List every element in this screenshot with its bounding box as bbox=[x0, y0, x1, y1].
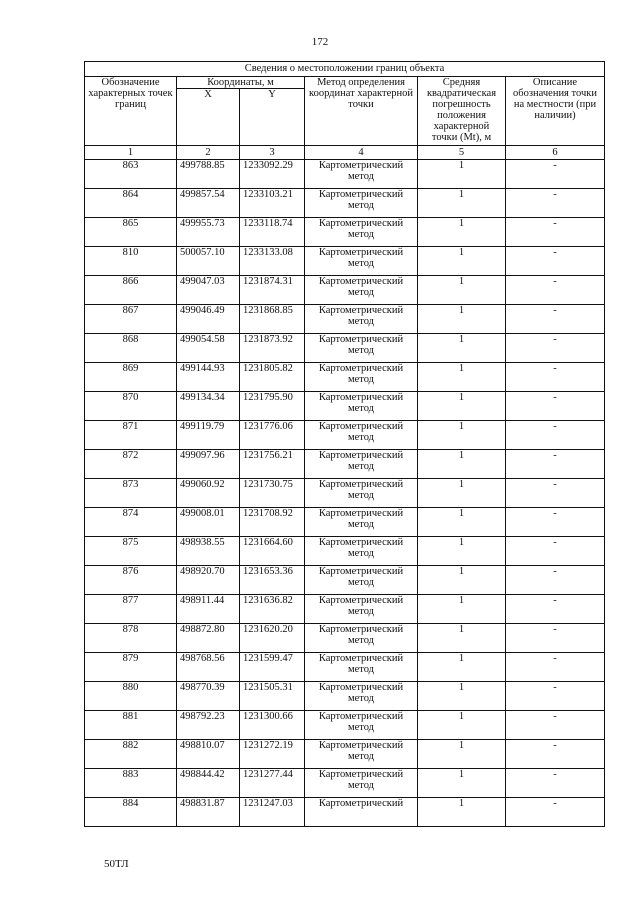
accuracy-cell: 1 bbox=[418, 508, 506, 537]
table-row bbox=[85, 537, 605, 566]
description-cell: - bbox=[506, 537, 605, 566]
description-cell: - bbox=[506, 450, 605, 479]
x-cell: 499047.03 bbox=[177, 276, 240, 305]
point-cell: 876 bbox=[85, 566, 177, 595]
method-cell: Картометрический метод bbox=[305, 653, 418, 682]
method-cell: Картометрический метод bbox=[305, 276, 418, 305]
method-cell: Картометрический метод bbox=[305, 537, 418, 566]
boundary-table bbox=[84, 61, 605, 827]
table-row bbox=[85, 160, 605, 189]
method-cell: Картометрический метод bbox=[305, 392, 418, 421]
x-cell: 499955.73 bbox=[177, 218, 240, 247]
accuracy-cell: 1 bbox=[418, 798, 506, 827]
table-row bbox=[85, 247, 605, 276]
y-cell: 1233103.21 bbox=[240, 189, 305, 218]
x-cell: 499097.96 bbox=[177, 450, 240, 479]
x-cell: 499054.58 bbox=[177, 334, 240, 363]
point-cell: 880 bbox=[85, 682, 177, 711]
method-cell: Картометрический метод bbox=[305, 595, 418, 624]
table-row bbox=[85, 682, 605, 711]
table-row bbox=[85, 450, 605, 479]
x-cell: 499788.85 bbox=[177, 160, 240, 189]
point-cell: 884 bbox=[85, 798, 177, 827]
method-cell: Картометрический метод bbox=[305, 305, 418, 334]
table-row bbox=[85, 798, 605, 827]
accuracy-cell: 1 bbox=[418, 653, 506, 682]
table-row bbox=[85, 769, 605, 798]
footer-code: 50ТЛ bbox=[104, 858, 129, 870]
table-row bbox=[85, 218, 605, 247]
header-accuracy: Средняя квадратическая погрешность положения характерной точки (Mt), м bbox=[418, 77, 506, 146]
table-row bbox=[85, 305, 605, 334]
table-row bbox=[85, 334, 605, 363]
y-cell: 1231599.47 bbox=[240, 653, 305, 682]
table-row bbox=[85, 392, 605, 421]
method-cell: Картометрический метод bbox=[305, 160, 418, 189]
table-row bbox=[85, 421, 605, 450]
method-cell: Картометрический метод bbox=[305, 508, 418, 537]
table-body bbox=[85, 160, 605, 827]
accuracy-cell: 1 bbox=[418, 421, 506, 450]
description-cell: - bbox=[506, 711, 605, 740]
x-cell: 499134.34 bbox=[177, 392, 240, 421]
accuracy-cell: 1 bbox=[418, 479, 506, 508]
method-cell: Картометрический bbox=[305, 798, 418, 827]
description-cell: - bbox=[506, 769, 605, 798]
header-method: Метод определения координат характерной точки bbox=[305, 77, 418, 146]
description-cell: - bbox=[506, 595, 605, 624]
description-cell: - bbox=[506, 653, 605, 682]
y-cell: 1231272.19 bbox=[240, 740, 305, 769]
accuracy-cell: 1 bbox=[418, 334, 506, 363]
table-title: Сведения о местоположении границ объекта bbox=[85, 62, 605, 77]
y-cell: 1231505.31 bbox=[240, 682, 305, 711]
point-cell: 875 bbox=[85, 537, 177, 566]
x-cell: 499144.93 bbox=[177, 363, 240, 392]
method-cell: Картометрический метод bbox=[305, 450, 418, 479]
column-number: 2 bbox=[177, 146, 240, 160]
accuracy-cell: 1 bbox=[418, 682, 506, 711]
accuracy-cell: 1 bbox=[418, 740, 506, 769]
description-cell: - bbox=[506, 334, 605, 363]
y-cell: 1231868.85 bbox=[240, 305, 305, 334]
table-row bbox=[85, 711, 605, 740]
x-cell: 499119.79 bbox=[177, 421, 240, 450]
point-cell: 882 bbox=[85, 740, 177, 769]
x-cell: 498911.44 bbox=[177, 595, 240, 624]
accuracy-cell: 1 bbox=[418, 247, 506, 276]
x-cell: 499060.92 bbox=[177, 479, 240, 508]
description-cell: - bbox=[506, 218, 605, 247]
description-cell: - bbox=[506, 305, 605, 334]
method-cell: Картометрический метод bbox=[305, 363, 418, 392]
column-number: 4 bbox=[305, 146, 418, 160]
accuracy-cell: 1 bbox=[418, 711, 506, 740]
x-cell: 498810.07 bbox=[177, 740, 240, 769]
header-designation: Обозначение характерных точек границ bbox=[85, 77, 177, 146]
y-cell: 1233118.74 bbox=[240, 218, 305, 247]
point-cell: 874 bbox=[85, 508, 177, 537]
point-cell: 865 bbox=[85, 218, 177, 247]
accuracy-cell: 1 bbox=[418, 363, 506, 392]
y-cell: 1231776.06 bbox=[240, 421, 305, 450]
point-cell: 868 bbox=[85, 334, 177, 363]
point-cell: 870 bbox=[85, 392, 177, 421]
point-cell: 872 bbox=[85, 450, 177, 479]
method-cell: Картометрический метод bbox=[305, 769, 418, 798]
method-cell: Картометрический метод bbox=[305, 479, 418, 508]
accuracy-cell: 1 bbox=[418, 624, 506, 653]
y-cell: 1231730.75 bbox=[240, 479, 305, 508]
y-cell: 1231247.03 bbox=[240, 798, 305, 827]
x-cell: 498792.23 bbox=[177, 711, 240, 740]
description-cell: - bbox=[506, 566, 605, 595]
column-number: 6 bbox=[506, 146, 605, 160]
y-cell: 1231620.20 bbox=[240, 624, 305, 653]
accuracy-cell: 1 bbox=[418, 160, 506, 189]
header-coordinates: Координаты, м bbox=[177, 77, 305, 89]
header-y: Y bbox=[240, 89, 305, 146]
table-row bbox=[85, 189, 605, 218]
point-cell: 864 bbox=[85, 189, 177, 218]
description-cell: - bbox=[506, 276, 605, 305]
table-row bbox=[85, 653, 605, 682]
y-cell: 1231277.44 bbox=[240, 769, 305, 798]
point-cell: 866 bbox=[85, 276, 177, 305]
table-row bbox=[85, 740, 605, 769]
description-cell: - bbox=[506, 363, 605, 392]
y-cell: 1231708.92 bbox=[240, 508, 305, 537]
point-cell: 879 bbox=[85, 653, 177, 682]
y-cell: 1233092.29 bbox=[240, 160, 305, 189]
point-cell: 878 bbox=[85, 624, 177, 653]
y-cell: 1231653.36 bbox=[240, 566, 305, 595]
x-cell: 498844.42 bbox=[177, 769, 240, 798]
table-row bbox=[85, 624, 605, 653]
header-description: Описание обозначения точки на местности (при наличии) bbox=[506, 77, 605, 146]
y-cell: 1231873.92 bbox=[240, 334, 305, 363]
accuracy-cell: 1 bbox=[418, 305, 506, 334]
accuracy-cell: 1 bbox=[418, 595, 506, 624]
point-cell: 871 bbox=[85, 421, 177, 450]
method-cell: Картометрический метод bbox=[305, 247, 418, 276]
header-x: X bbox=[177, 89, 240, 146]
table-row bbox=[85, 276, 605, 305]
column-number: 1 bbox=[85, 146, 177, 160]
accuracy-cell: 1 bbox=[418, 450, 506, 479]
method-cell: Картометрический метод bbox=[305, 711, 418, 740]
column-number: 3 bbox=[240, 146, 305, 160]
accuracy-cell: 1 bbox=[418, 392, 506, 421]
method-cell: Картометрический метод bbox=[305, 334, 418, 363]
description-cell: - bbox=[506, 392, 605, 421]
point-cell: 810 bbox=[85, 247, 177, 276]
x-cell: 498831.87 bbox=[177, 798, 240, 827]
description-cell: - bbox=[506, 682, 605, 711]
x-cell: 499008.01 bbox=[177, 508, 240, 537]
accuracy-cell: 1 bbox=[418, 769, 506, 798]
description-cell: - bbox=[506, 624, 605, 653]
column-number: 5 bbox=[418, 146, 506, 160]
x-cell: 498768.56 bbox=[177, 653, 240, 682]
table-row bbox=[85, 363, 605, 392]
method-cell: Картометрический метод bbox=[305, 682, 418, 711]
x-cell: 498938.55 bbox=[177, 537, 240, 566]
table-row bbox=[85, 566, 605, 595]
accuracy-cell: 1 bbox=[418, 537, 506, 566]
point-cell: 881 bbox=[85, 711, 177, 740]
method-cell: Картометрический метод bbox=[305, 189, 418, 218]
x-cell: 498872.80 bbox=[177, 624, 240, 653]
point-cell: 863 bbox=[85, 160, 177, 189]
description-cell: - bbox=[506, 247, 605, 276]
y-cell: 1231805.82 bbox=[240, 363, 305, 392]
method-cell: Картометрический метод bbox=[305, 740, 418, 769]
y-cell: 1231636.82 bbox=[240, 595, 305, 624]
method-cell: Картометрический метод bbox=[305, 218, 418, 247]
x-cell: 498920.70 bbox=[177, 566, 240, 595]
description-cell: - bbox=[506, 798, 605, 827]
x-cell: 498770.39 bbox=[177, 682, 240, 711]
description-cell: - bbox=[506, 479, 605, 508]
table-row bbox=[85, 479, 605, 508]
table-row bbox=[85, 595, 605, 624]
point-cell: 873 bbox=[85, 479, 177, 508]
method-cell: Картометрический метод bbox=[305, 421, 418, 450]
point-cell: 869 bbox=[85, 363, 177, 392]
accuracy-cell: 1 bbox=[418, 566, 506, 595]
point-cell: 877 bbox=[85, 595, 177, 624]
description-cell: - bbox=[506, 508, 605, 537]
page-number: 172 bbox=[311, 36, 329, 48]
accuracy-cell: 1 bbox=[418, 276, 506, 305]
x-cell: 499046.49 bbox=[177, 305, 240, 334]
description-cell: - bbox=[506, 421, 605, 450]
x-cell: 500057.10 bbox=[177, 247, 240, 276]
description-cell: - bbox=[506, 189, 605, 218]
accuracy-cell: 1 bbox=[418, 218, 506, 247]
table-row bbox=[85, 508, 605, 537]
y-cell: 1231874.31 bbox=[240, 276, 305, 305]
method-cell: Картометрический метод bbox=[305, 566, 418, 595]
x-cell: 499857.54 bbox=[177, 189, 240, 218]
y-cell: 1231795.90 bbox=[240, 392, 305, 421]
y-cell: 1231300.66 bbox=[240, 711, 305, 740]
description-cell: - bbox=[506, 160, 605, 189]
method-cell: Картометрический метод bbox=[305, 624, 418, 653]
y-cell: 1231756.21 bbox=[240, 450, 305, 479]
description-cell: - bbox=[506, 740, 605, 769]
point-cell: 883 bbox=[85, 769, 177, 798]
accuracy-cell: 1 bbox=[418, 189, 506, 218]
y-cell: 1233133.08 bbox=[240, 247, 305, 276]
point-cell: 867 bbox=[85, 305, 177, 334]
y-cell: 1231664.60 bbox=[240, 537, 305, 566]
